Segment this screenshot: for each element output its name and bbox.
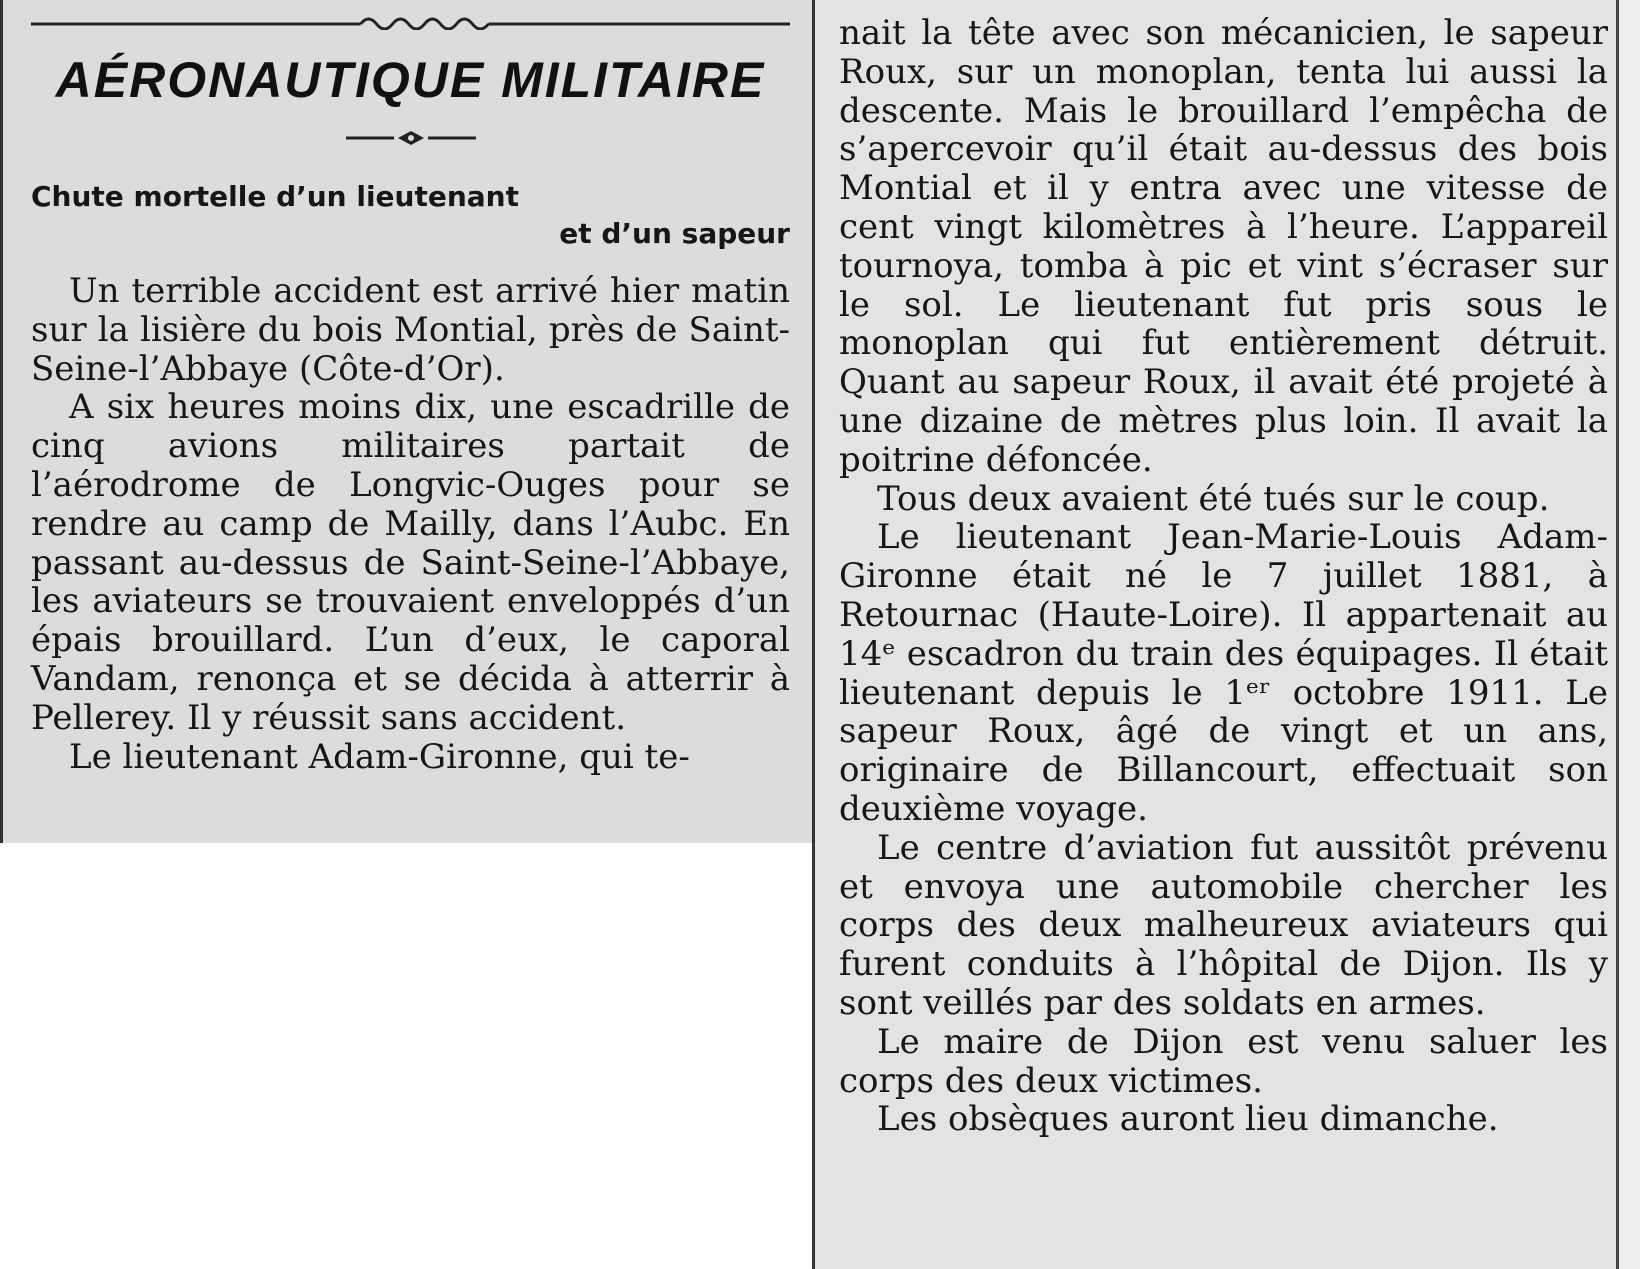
paragraph: Le maire de Dijon est venu saluer les corps des deux victimes.: [839, 1021, 1608, 1101]
wavy-top-rule: [31, 8, 790, 30]
paragraph: A six heures moins dix, une escadrille de cinq avions militaires partait de l’aérodrome de Longvic-Ouges pour se rendre au camp de Mailly, dans l’Aubc. En passant au-dessus de Saint-Seine-l’Abbaye, les aviateurs se trouvaient enveloppés d’un épais brouillard. L’un d’eux, le caporal Vandam, renonça et se décida à atterrir à Pellerey. Il y réussit sans accident.: [31, 387, 790, 738]
page-edge: [1616, 0, 1640, 1269]
right-body: [839, 14, 1608, 1139]
ornament-divider: [346, 128, 476, 148]
paragraph: Tous deux avaient été tués sur le coup.: [877, 478, 1550, 519]
paragraph: Un terrible accident est arrivé hier matin sur la lisière du bois Montial, près de Saint-Seine-l’Abbaye (Côte-d’Or).: [31, 271, 790, 389]
paragraph: Le lieutenant Adam-Gironne, qui te-: [69, 736, 690, 777]
left-body: [31, 272, 790, 776]
right-column: [812, 0, 1616, 1269]
paragraph: Le centre d’aviation fut aussitôt prévenu et envoya une automobile chercher les corps des deux malheureux aviateurs qui furent conduits à l’hôpital de Dijon. Ils y sont veillés par des soldats en armes.: [839, 827, 1608, 1023]
subheadline-line-2: et d’un sapeur: [559, 217, 790, 250]
subheadline-line-1: Chute mortelle d’un lieutenant: [31, 180, 520, 213]
paragraph: Le lieutenant Jean-Marie-Louis Adam-Gironne était né le 7 juillet 1881, à Retournac (Haute-Loire). Il appartenait au 14ᵉ escadron du train des équipages. Il était lieutenant depuis le 1ᵉʳ octobre 1911. Le sapeur Roux, âgé de vingt et un ans, originaire de Billancourt, effectuait son deuxième voyage.: [839, 517, 1608, 829]
paragraph-continuation: nait la tête avec son mécanicien, le sapeur Roux, sur un monoplan, tenta lui aussi la descente. Mais le brouillard l’empêcha de s’apercevoir qu’il était au-dessus des bois Montial et il y entra avec une vitesse de cent vingt kilomètres à l’heure. L’appareil tournoya, tomba à pic et vint s’écraser sur le sol. Le lieutenant fut pris sous le monoplan qui fut entièrement détruit. Quant au sapeur Roux, il avait été projeté à une dizaine de mètres plus loin. Il avait la poitrine défoncée.: [839, 13, 1608, 480]
headline: AÉRONAUTIQUE MILITAIRE: [55, 52, 766, 108]
subheadline: [31, 178, 790, 252]
left-column: [0, 0, 812, 843]
paragraph: Les obsèques auront lieu dimanche.: [877, 1099, 1499, 1140]
